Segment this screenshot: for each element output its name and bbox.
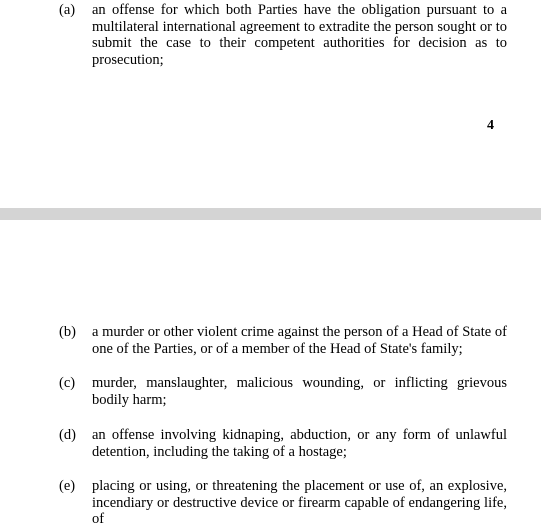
list-marker: (d) [59, 427, 76, 443]
list-item-c [59, 375, 507, 408]
list-marker: (b) [59, 324, 76, 340]
list-marker: (e) [59, 478, 76, 494]
list-item-b [59, 324, 507, 357]
list-item-text: placing or using, or threatening the placement or use of, an explosive, incendiary or destructive device or firearm capable of endangering life, of [92, 478, 507, 527]
document-page-upper [0, 0, 541, 208]
list-item-a [59, 2, 507, 68]
page-separator [0, 208, 541, 220]
list-item-text: murder, manslaughter, malicious wounding, or inflicting grievous bodily harm; [92, 375, 507, 408]
document-page-lower [0, 220, 541, 527]
list-marker: (a) [59, 2, 76, 18]
list-marker: (c) [59, 375, 76, 391]
list-item-text: an offense for which both Parties have the obligation pursuant to a multilateral international agreement to extradite the person sought or to submit the case to their competent authorities for decision as to prosecution; [92, 2, 507, 68]
page-number: 4 [487, 118, 494, 133]
list-item-text: an offense involving kidnaping, abduction, or any form of unlawful detention, including the taking of a hostage; [92, 427, 507, 460]
list-item-d [59, 427, 507, 460]
list-item-text: a murder or other violent crime against the person of a Head of State of one of the Parties, or of a member of the Head of State's family; [92, 324, 507, 357]
list-item-e [59, 478, 507, 528]
